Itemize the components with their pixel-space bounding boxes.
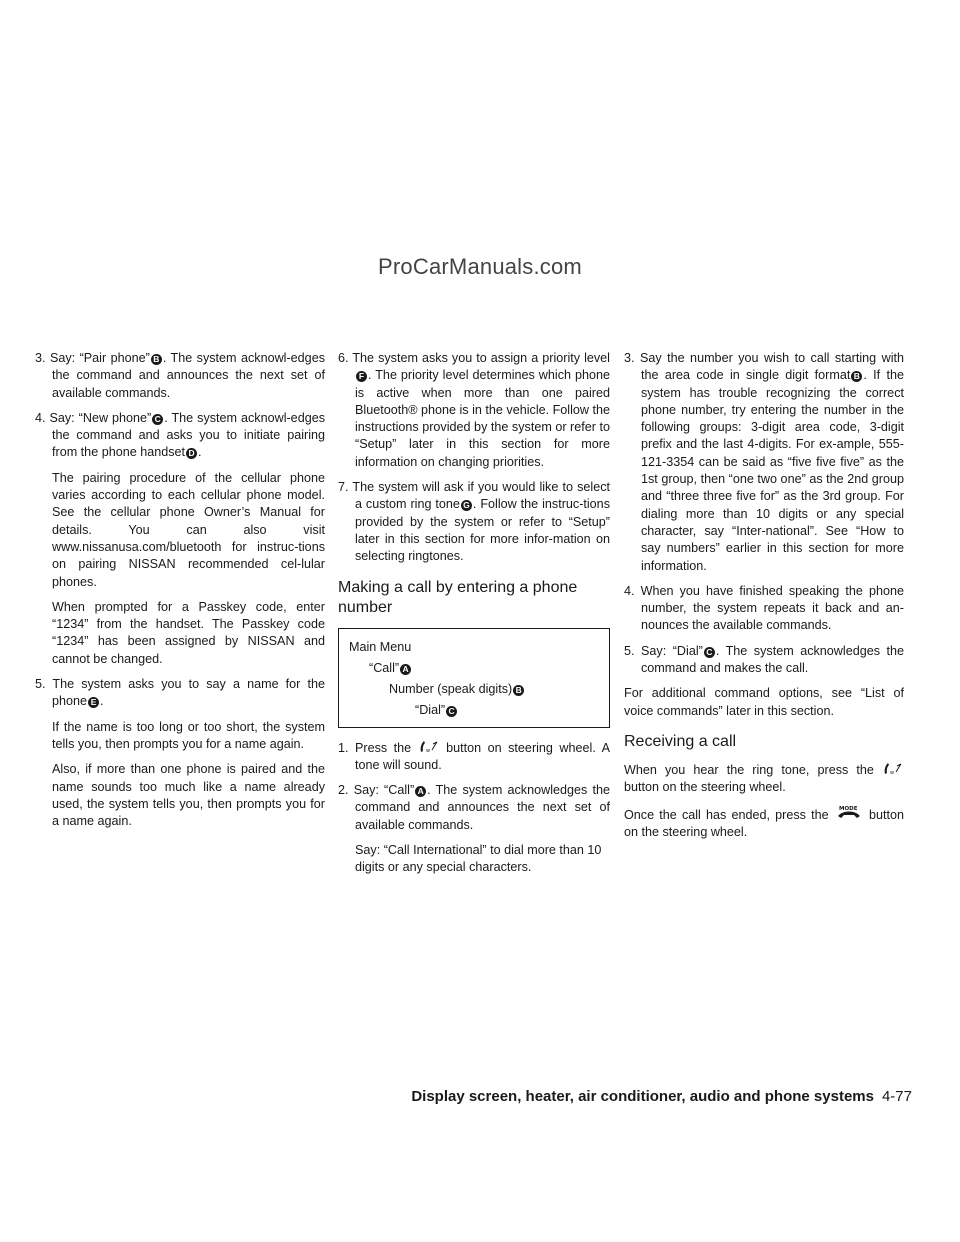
svg-text:w: w	[890, 769, 895, 776]
step-3-number: 3. Say the number you wish to call starting with the area code in single digit format B . If the system has trouble recognizing the correct phone number, try entering the number in the following groups: 3-digit area code, 3-digit prefix and the last 4-digits. For ex-ample, 555-121-3354 can be said as “five five five” as the 1st group, then “one two one” as the 2nd group and “three three five for” as the 3rd group. For dialing more than 10 digits or any special character, say “Inter-national”. See “How to say numbers” earlier in this section for more information.	[624, 351, 905, 573]
callout-f: F	[356, 371, 367, 382]
passkey-note: When prompted for a Passkey code, enter “1234” from the handset. The Passkey code “1234” has been assigned by NISSAN and cannot be changed.	[52, 599, 325, 666]
callout-b: B	[851, 371, 862, 382]
pairing-note: The pairing procedure of the cellular phone varies according to each cellular phone model. See the cellular phone Owner’s Manual for details. You can also visit www.nissanusa.com/bluetooth for instruc-tions on pairing NISSAN recommended cel-lular phones.	[52, 470, 325, 589]
end-call-note: Once the call has ended, press the MODE button on the steering wheel.	[624, 805, 904, 839]
step-2: 2. Say: “Call” A . The system acknowledges the command and announces the next set of available commands.	[338, 783, 610, 832]
heading-making-call: Making a call by entering a phone number	[338, 578, 578, 616]
svg-text:w: w	[425, 747, 430, 754]
step-4-number: 4. When you have finished speaking the phone number, the system repeats it back and an-nounces the available commands.	[624, 583, 904, 633]
menu-dial: “Dial” C	[349, 700, 599, 721]
menu-call: “Call” A	[349, 658, 599, 679]
mode-label: MODE	[838, 805, 858, 812]
step-5: 5. The system asks you to say a name for the phone E .	[35, 677, 325, 709]
step-7: 7. The system will ask if you would like to select a custom ring tone G . Follow the instruc-tions provided by the system or refer to “Setup” later in this section for more infor-mation on selecting ringtones.	[338, 480, 611, 564]
callout-c: C	[704, 647, 715, 658]
receiving-note: When you hear the ring tone, press the w button on the steering wheel.	[624, 762, 904, 797]
heading-receiving-call: Receiving a call	[624, 732, 737, 750]
step-6: 6. The system asks you to assign a priority levelF . The priority level determines which phone is active when more than one paired Bluetooth® phone is in the vehicle. Follow the instructions provided by the system or refer to “Setup” later in this section for more information on changing priorities.	[338, 351, 611, 469]
menu-flow-box	[338, 628, 610, 728]
page-footer	[0, 1088, 912, 1105]
callout-b: B	[513, 685, 524, 696]
footer-section-title: Display screen, heater, air conditioner, audio and phone systems	[411, 1088, 874, 1105]
name-length-note: If the name is too long or too short, the system tells you, then prompts you for a name again.	[52, 719, 325, 751]
column-2	[338, 350, 610, 885]
step-4: 4. Say: “New phone” C . The system acknowl-edges the command and asks you to initiate pairing from the phone handset D .	[35, 410, 325, 460]
name-similar-note: Also, if more than one phone is paired and the name sounds too much like a name already used, the system tells you, then prompts you for a name again.	[52, 762, 325, 829]
callout-d: D	[186, 448, 197, 459]
phone-talk-icon	[418, 740, 440, 754]
callout-b: B	[151, 354, 162, 365]
step-3: 3. Say: “Pair phone” B . The system acknowl-edges the command and announces the next set of available commands.	[35, 351, 325, 400]
column-3	[624, 350, 904, 849]
mode-hangup-icon	[834, 805, 864, 819]
phone-talk-icon	[882, 762, 904, 776]
page-number: 4-77	[881, 1088, 912, 1105]
callout-a: A	[400, 664, 411, 675]
step-1: 1. Press the w button on steering wheel. A tone will sound.	[338, 740, 611, 772]
watermark: ProCarManuals.com	[378, 254, 582, 279]
international-note: Say: “Call International” to dial more than 10 digits or any special characters.	[355, 843, 602, 875]
menu-number: Number (speak digits) B	[349, 679, 599, 700]
callout-c: C	[152, 414, 163, 425]
menu-main: Main Menu	[349, 639, 412, 654]
callout-g: G	[461, 500, 472, 511]
column-1	[35, 350, 325, 838]
step-5-dial: 5. Say: “Dial” C . The system acknowledges the command and makes the call.	[624, 643, 905, 676]
callout-e: E	[88, 697, 99, 708]
additional-options-note: For additional command options, see “List of voice commands” later in this section.	[624, 686, 904, 718]
callout-a: A	[415, 786, 426, 797]
callout-c: C	[446, 706, 457, 717]
